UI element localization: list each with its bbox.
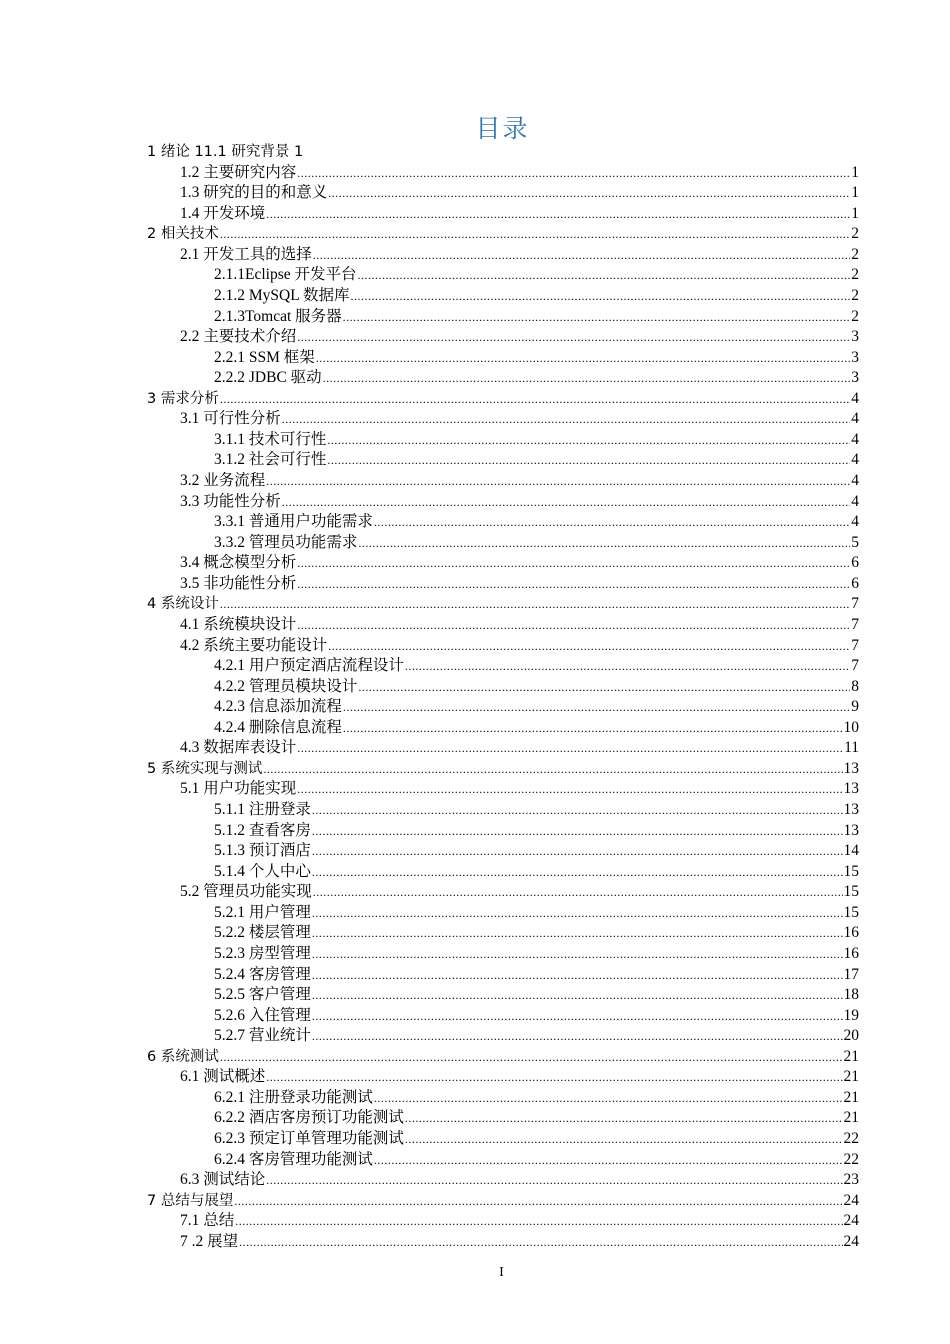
- toc-entry[interactable]: [147, 1088, 859, 1109]
- toc-leader-dots: [282, 492, 850, 513]
- toc-leader-dots: [328, 636, 850, 657]
- toc-entry[interactable]: [147, 183, 859, 204]
- toc-leader-dots: [328, 183, 850, 204]
- toc-entry-text: 2.2.1 SSM 框架: [214, 348, 315, 366]
- toc-entry[interactable]: [147, 985, 859, 1006]
- toc-entry[interactable]: [147, 1108, 859, 1129]
- toc-entry[interactable]: [147, 450, 859, 471]
- toc-leader-dots: [312, 903, 843, 924]
- toc-entry-page: 6: [851, 574, 859, 592]
- toc-entry-text: 4 系统设计: [147, 596, 219, 613]
- toc-leader-dots: [297, 574, 850, 595]
- toc-entry[interactable]: [147, 800, 859, 821]
- toc-entry-text: 4.2.2 管理员模块设计: [214, 677, 358, 695]
- toc-entry-page: 16: [843, 924, 859, 942]
- toc-leader-dots: [312, 985, 843, 1006]
- toc-leader-dots: [312, 965, 843, 986]
- toc-leader-dots: [358, 677, 850, 698]
- toc-entry-page: 24: [843, 1212, 859, 1230]
- toc-entry-page: 21: [843, 1047, 859, 1065]
- toc-entry[interactable]: [147, 1150, 859, 1171]
- toc-entry-text: 3.1.1 技术可行性: [214, 430, 327, 448]
- toc-leader-dots: [316, 348, 850, 369]
- toc-entry-text: 4.2.1 用户预定酒店流程设计: [214, 657, 404, 675]
- toc-entry[interactable]: [147, 1026, 859, 1047]
- toc-entry-text: 2.2.2 JDBC 驱动: [214, 369, 322, 387]
- toc-entry-text: 5.2.3 房型管理: [214, 944, 311, 962]
- toc-entry-page: 1: [851, 204, 859, 222]
- toc-entry-text: 4.2.3 信息添加流程: [214, 698, 342, 716]
- toc-entry-text: 4.1 系统模块设计: [180, 615, 297, 633]
- toc-entry-text: 3.5 非功能性分析: [180, 574, 297, 592]
- toc-entry-page: 4: [851, 513, 859, 531]
- toc-leader-dots: [263, 759, 842, 780]
- toc-leader-dots: [312, 923, 843, 944]
- toc-entry-text: 5.2.1 用户管理: [214, 903, 311, 921]
- toc-entry-text: 5.2.6 入住管理: [214, 1006, 311, 1024]
- toc-entry[interactable]: [147, 245, 859, 266]
- toc-entry[interactable]: [147, 368, 859, 389]
- toc-entry-page: 10: [843, 718, 859, 736]
- toc-entry[interactable]: [147, 533, 859, 554]
- toc-entry-page: 2: [851, 286, 859, 304]
- toc-entry-text: 7.1 总结: [180, 1212, 235, 1230]
- toc-entry[interactable]: [147, 965, 859, 986]
- toc-entry[interactable]: [147, 636, 859, 657]
- toc-entry-page: 5: [851, 533, 859, 551]
- toc-entry-page: 8: [851, 677, 859, 695]
- toc-entry-page: 2: [851, 225, 859, 243]
- toc-entry-text: 6 系统测试: [147, 1048, 219, 1065]
- toc-leader-dots: [312, 1006, 843, 1027]
- toc-entry[interactable]: [147, 492, 859, 513]
- toc-entry-text: 4.3 数据库表设计: [180, 739, 297, 757]
- toc-entry-text: 2.1.3Tomcat 服务器: [214, 307, 342, 325]
- toc-entry-page: 2: [851, 307, 859, 325]
- toc-entry-page: 24: [843, 1232, 859, 1250]
- toc-entry-page: 4: [851, 410, 859, 428]
- toc-entry-text: 5.2.2 楼层管理: [214, 924, 311, 942]
- toc-leader-dots: [297, 163, 850, 184]
- toc-entry[interactable]: [147, 553, 859, 574]
- toc-entry[interactable]: [147, 944, 859, 965]
- toc-entry[interactable]: [147, 821, 859, 842]
- toc-entry-page: 17: [843, 965, 859, 983]
- toc-entry-text: 3.3 功能性分析: [180, 492, 281, 510]
- toc-leader-dots: [313, 245, 850, 266]
- toc-entry[interactable]: [147, 923, 859, 944]
- toc-leader-dots: [405, 1129, 843, 1150]
- toc-leader-dots: [374, 1088, 843, 1109]
- toc-entry[interactable]: [147, 1067, 859, 1088]
- toc-entry-text: 1 绪论 11.1 研究背景 1: [147, 144, 304, 160]
- toc-entry-text: 2.1 开发工具的选择: [180, 245, 312, 263]
- toc-entry[interactable]: [147, 307, 859, 328]
- toc-entry-text: 5.2.4 客房管理: [214, 965, 311, 983]
- toc-entry-text: 2 相关技术: [147, 226, 219, 243]
- toc-entry[interactable]: [147, 677, 859, 698]
- toc-entry-page: 21: [843, 1109, 859, 1127]
- toc-leader-dots: [313, 882, 843, 903]
- toc-entry-page: 7: [851, 636, 859, 654]
- toc-leader-dots: [220, 389, 850, 410]
- toc-leader-dots: [323, 368, 851, 389]
- toc-entry-page: 21: [843, 1088, 859, 1106]
- toc-entry[interactable]: [147, 882, 859, 903]
- toc-leader-dots: [297, 779, 842, 800]
- toc-leader-dots: [374, 512, 850, 533]
- toc-entry-page: 20: [843, 1027, 859, 1045]
- toc-entry-text: 2.1.2 MySQL 数据库: [214, 286, 350, 304]
- toc-entry[interactable]: [147, 656, 859, 677]
- toc-entry-page: 7: [851, 595, 859, 613]
- toc-entry-page: 11: [844, 739, 859, 757]
- toc-leader-dots: [312, 800, 843, 821]
- toc-entry[interactable]: [147, 1047, 859, 1068]
- toc-entry-text: 3.3.1 普通用户功能需求: [214, 513, 373, 531]
- toc-entry-text: 2.1.1Eclipse 开发平台: [214, 266, 357, 284]
- toc-entry-text: 5.1.2 查看客房: [214, 821, 311, 839]
- table-of-contents: [147, 142, 859, 1252]
- toc-entry[interactable]: [147, 615, 859, 636]
- toc-entry-page: 3: [851, 348, 859, 366]
- toc-entry[interactable]: [147, 142, 859, 163]
- toc-entry-text: 3.1 可行性分析: [180, 410, 281, 428]
- toc-entry[interactable]: [147, 1191, 859, 1212]
- toc-leader-dots: [374, 1150, 843, 1171]
- toc-leader-dots: [297, 615, 850, 636]
- toc-leader-dots: [312, 862, 843, 883]
- toc-entry[interactable]: [147, 512, 859, 533]
- toc-entry-text: 5 系统实现与测试: [147, 760, 263, 777]
- toc-entry[interactable]: [147, 697, 859, 718]
- toc-entry[interactable]: [147, 224, 859, 245]
- toc-entry-page: 2: [851, 266, 859, 284]
- toc-entry[interactable]: [147, 1170, 859, 1191]
- toc-entry[interactable]: [147, 389, 859, 410]
- toc-entry-text: 5.2.7 营业统计: [214, 1027, 311, 1045]
- toc-entry-text: 4.2 系统主要功能设计: [180, 636, 328, 654]
- toc-leader-dots: [266, 471, 850, 492]
- toc-entry-page: 9: [851, 698, 859, 716]
- toc-leader-dots: [297, 327, 850, 348]
- toc-leader-dots: [239, 1232, 842, 1253]
- toc-entry-page: 15: [843, 883, 859, 901]
- toc-entry-page: 23: [843, 1171, 859, 1189]
- toc-entry-text: 7 总结与展望: [147, 1192, 234, 1209]
- toc-leader-dots: [220, 1047, 843, 1068]
- toc-entry[interactable]: [147, 759, 859, 780]
- toc-entry-text: 3.2 业务流程: [180, 472, 266, 489]
- toc-entry-text: 7 .2 展望: [180, 1232, 239, 1250]
- toc-entry-page: 13: [843, 759, 859, 777]
- toc-entry[interactable]: [147, 1129, 859, 1150]
- toc-entry-text: 4.2.4 删除信息流程: [214, 718, 342, 736]
- toc-entry-page: 7: [851, 657, 859, 675]
- toc-entry[interactable]: [147, 738, 859, 759]
- toc-entry[interactable]: [147, 1006, 859, 1027]
- page-number: I: [499, 1265, 504, 1280]
- toc-entry-page: 6: [851, 554, 859, 572]
- toc-entry-text: 6.2.2 酒店客房预订功能测试: [214, 1109, 404, 1127]
- toc-entry[interactable]: [147, 594, 859, 615]
- toc-entry-page: 4: [851, 430, 859, 448]
- toc-entry-text: 1.2 主要研究内容: [180, 163, 297, 181]
- toc-entry-page: 15: [843, 903, 859, 921]
- toc-leader-dots: [405, 1108, 843, 1129]
- toc-entry-page: 13: [843, 821, 859, 839]
- toc-entry-page: 15: [843, 862, 859, 880]
- toc-entry[interactable]: [147, 903, 859, 924]
- toc-entry[interactable]: [147, 471, 859, 492]
- toc-entry[interactable]: [147, 348, 859, 369]
- toc-leader-dots: [266, 1170, 842, 1191]
- toc-entry-page: 13: [843, 780, 859, 798]
- toc-leader-dots: [312, 841, 843, 862]
- toc-entry-text: 3.4 概念模型分析: [180, 554, 297, 572]
- toc-entry-text: 6.2.4 客房管理功能测试: [214, 1150, 373, 1168]
- toc-leader-dots: [343, 718, 843, 739]
- toc-leader-dots: [327, 430, 850, 451]
- toc-entry-page: 4: [851, 492, 859, 510]
- toc-entry-page: 14: [843, 842, 859, 860]
- toc-entry-text: 5.1.1 注册登录: [214, 801, 311, 818]
- toc-entry-text: 6.3 测试结论: [180, 1171, 266, 1189]
- toc-leader-dots: [235, 1211, 842, 1232]
- toc-entry[interactable]: [147, 841, 859, 862]
- toc-entry-text: 5.2 管理员功能实现: [180, 883, 312, 901]
- toc-leader-dots: [312, 1026, 843, 1047]
- toc-leader-dots: [358, 533, 850, 554]
- toc-entry-text: 3.3.2 管理员功能需求: [214, 533, 358, 551]
- toc-entry-text: 1.3 研究的目的和意义: [180, 184, 328, 202]
- toc-leader-dots: [297, 738, 843, 759]
- toc-entry[interactable]: [147, 286, 859, 307]
- toc-entry[interactable]: [147, 862, 859, 883]
- toc-entry-page: 4: [851, 389, 859, 407]
- toc-leader-dots: [343, 697, 850, 718]
- toc-entry-page: 21: [843, 1068, 859, 1086]
- toc-entry[interactable]: [147, 718, 859, 739]
- toc-leader-dots: [358, 265, 851, 286]
- toc-entry-text: 3 需求分析: [147, 390, 219, 407]
- toc-leader-dots: [220, 224, 850, 245]
- toc-leader-dots: [312, 944, 843, 965]
- toc-entry-page: 2: [851, 245, 859, 263]
- toc-entry-page: 22: [843, 1130, 859, 1147]
- toc-entry-text: 6.2.1 注册登录功能测试: [214, 1088, 373, 1106]
- toc-leader-dots: [312, 821, 843, 842]
- toc-entry-page: 19: [843, 1006, 859, 1024]
- toc-leader-dots: [234, 1191, 842, 1212]
- toc-entry-page: 7: [851, 615, 859, 633]
- toc-entry-page: 3: [851, 328, 859, 346]
- toc-entry-text: 6.1 测试概述: [180, 1068, 266, 1086]
- toc-entry-page: 18: [843, 986, 859, 1004]
- toc-leader-dots: [351, 286, 851, 307]
- toc-entry-text: 3.1.2 社会可行性: [214, 451, 327, 469]
- toc-entry-page: 1: [851, 163, 859, 181]
- toc-leader-dots: [282, 409, 850, 430]
- toc-entry-text: 5.1 用户功能实现: [180, 780, 297, 798]
- toc-entry[interactable]: [147, 327, 859, 348]
- toc-title: 目录: [475, 116, 530, 143]
- toc-entry[interactable]: [147, 1211, 859, 1232]
- toc-leader-dots: [266, 1067, 842, 1088]
- toc-leader-dots: [220, 594, 850, 615]
- toc-leader-dots: [297, 553, 850, 574]
- toc-entry[interactable]: [147, 779, 859, 800]
- toc-entry-text: 5.1.3 预订酒店: [214, 842, 311, 860]
- toc-entry-text: 5.2.5 客户管理: [214, 986, 311, 1004]
- toc-leader-dots: [343, 307, 851, 328]
- toc-leader-dots: [327, 450, 850, 471]
- toc-leader-dots: [266, 204, 850, 225]
- toc-leader-dots: [405, 656, 850, 677]
- toc-entry-page: 4: [851, 451, 859, 469]
- toc-entry-page: 16: [843, 944, 859, 962]
- toc-entry-text: 6.2.3 预定订单管理功能测试: [214, 1130, 404, 1147]
- toc-entry-page: 1: [851, 184, 859, 202]
- toc-entry-page: 22: [843, 1150, 859, 1168]
- toc-entry[interactable]: [147, 409, 859, 430]
- toc-entry-text: 5.1.4 个人中心: [214, 862, 311, 880]
- toc-entry[interactable]: [147, 1232, 859, 1253]
- toc-entry-text: 1.4 开发环境: [180, 204, 266, 222]
- toc-entry[interactable]: [147, 574, 859, 595]
- toc-entry[interactable]: [147, 204, 859, 225]
- toc-entry-page: 13: [843, 801, 859, 818]
- toc-entry-page: 3: [851, 369, 859, 387]
- toc-entry[interactable]: [147, 265, 859, 286]
- toc-entry-page: 24: [843, 1191, 859, 1209]
- toc-entry-text: 2.2 主要技术介绍: [180, 328, 297, 346]
- toc-entry[interactable]: [147, 430, 859, 451]
- toc-entry-page: 4: [851, 472, 859, 489]
- toc-entry[interactable]: [147, 163, 859, 184]
